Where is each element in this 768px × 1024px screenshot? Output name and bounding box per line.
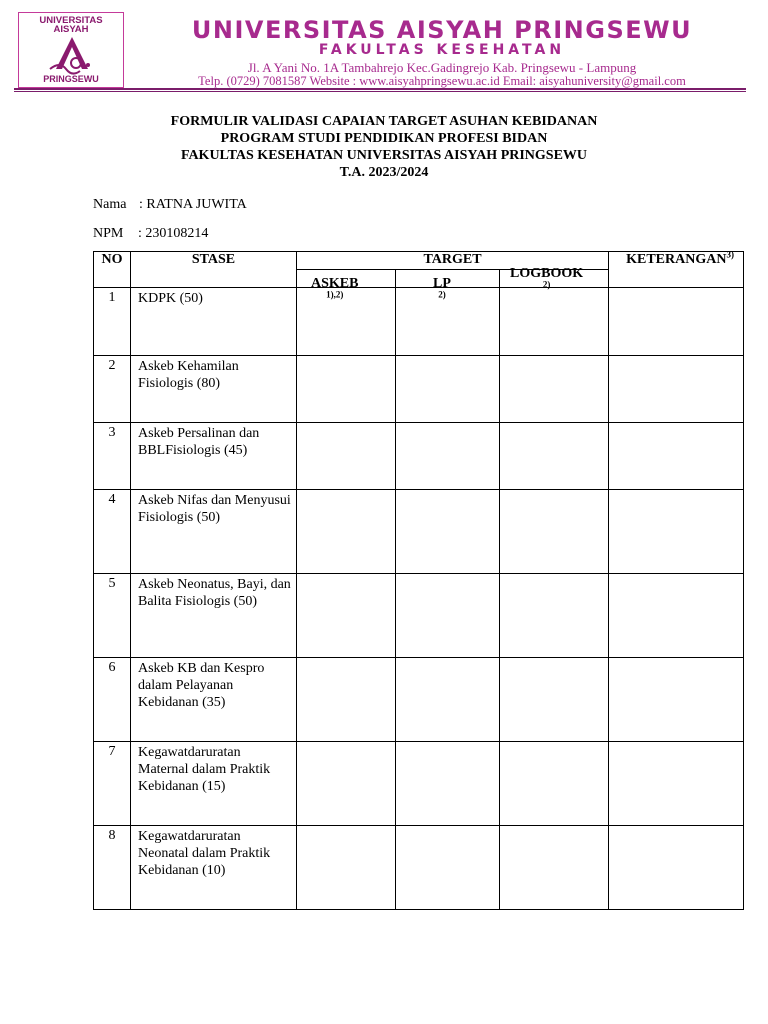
logo-bottom-text: PRINGSEWU [43,74,99,84]
contact-line: Telp. (0729) 7081587 Website : www.aisyahpringsewu.ac.id Email: aisyahuniversity@gmail.com [198,74,686,88]
name-field [93,197,247,213]
askeb-cell[interactable] [297,356,396,423]
row-stase: Kegawatdaruratan Neonatal dalam Praktik Kebidanan (10) [131,826,297,910]
logo-text-line2: AISYAH [53,24,89,35]
header-askeb [297,270,396,300]
npm-value: : 230108214 [138,226,209,241]
logbook-cell[interactable] [500,826,609,910]
keterangan-sup: 3) [726,249,734,260]
row-no: 3 [94,423,131,490]
askeb-cell[interactable] [297,574,396,658]
keterangan-cell[interactable] [609,826,744,910]
row-stase: Askeb Persalinan dan BBLFisiologis (45) [131,423,297,490]
table-row [94,288,744,356]
validation-table [93,251,744,910]
logbook-cell[interactable] [500,356,609,423]
name-value: : RATNA JUWITA [139,197,247,212]
row-stase: Askeb KB dan Kespro dalam Pelayanan Kebidanan (35) [131,658,297,742]
logo-emblem-icon [46,35,98,75]
header-target: TARGET [297,252,609,270]
keterangan-cell[interactable] [609,658,744,742]
lp-cell[interactable] [396,742,500,826]
university-logo [18,12,124,88]
header-stase: STASE [131,252,297,288]
keterangan-cell[interactable] [609,423,744,490]
title-line-1: FORMULIR VALIDASI CAPAIAN TARGET ASUHAN KEBIDANAN [170,114,598,129]
keterangan-label: KETERANGAN [626,252,727,267]
form-title [92,113,676,181]
header-lp [396,270,500,300]
row-no: 6 [94,658,131,742]
row-stase: Askeb Neonatus, Bayi, dan Balita Fisiologis (50) [131,574,297,658]
row-no: 5 [94,574,131,658]
row-no: 7 [94,742,131,826]
askeb-cell[interactable] [297,742,396,826]
lp-cell[interactable] [396,574,500,658]
logbook-sup: 2) [542,279,551,290]
university-name: UNIVERSITAS AISYAH PRINGSEWU [191,16,693,44]
table-row [94,658,744,742]
row-no: 8 [94,826,131,910]
letterhead-divider-thin [14,91,746,92]
row-stase: Askeb Nifas dan Menyusui Fisiologis (50) [131,490,297,574]
letterhead [14,10,754,94]
table-row [94,356,744,423]
title-line-3: FAKULTAS KESEHATAN UNIVERSITAS AISYAH PRINGSEWU [180,148,588,163]
name-label: Nama [93,197,127,212]
header-no: NO [94,252,131,288]
row-no: 4 [94,490,131,574]
row-stase: Askeb Kehamilan Fisiologis (80) [131,356,297,423]
logo-text-line1: UNIVERSITAS [39,15,103,26]
keterangan-cell[interactable] [609,288,744,356]
header-keterangan [609,249,744,288]
table-row [94,742,744,826]
keterangan-cell[interactable] [609,356,744,423]
keterangan-cell[interactable] [609,490,744,574]
header-logbook [500,266,609,290]
logbook-cell[interactable] [500,742,609,826]
table-row [94,574,744,658]
faculty-name: FAKULTAS KESEHATAN [318,42,566,58]
lp-cell[interactable] [396,490,500,574]
letterhead-divider [14,88,746,90]
askeb-label: ASKEB [311,276,359,291]
row-no: 1 [94,288,131,356]
npm-label: NPM [93,226,124,241]
row-stase: Kegawatdaruratan Maternal dalam Praktik Kebidanan (15) [131,742,297,826]
askeb-cell[interactable] [297,490,396,574]
lp-cell[interactable] [396,658,500,742]
keterangan-cell[interactable] [609,574,744,658]
askeb-cell[interactable] [297,658,396,742]
lp-label: LP [433,276,451,291]
logbook-cell[interactable] [500,490,609,574]
title-line-2: PROGRAM STUDI PENDIDIKAN PROFESI BIDAN [220,131,548,146]
title-line-4: T.A. 2023/2024 [339,165,429,180]
logbook-label: LOGBOOK [510,266,584,281]
logbook-cell[interactable] [500,574,609,658]
lp-cell[interactable] [396,423,500,490]
lp-sup: 2) [438,289,446,300]
table-row [94,423,744,490]
row-no: 2 [94,356,131,423]
lp-cell[interactable] [396,356,500,423]
askeb-cell[interactable] [297,423,396,490]
askeb-cell[interactable] [297,826,396,910]
row-stase: KDPK (50) [131,288,297,356]
table-row [94,490,744,574]
address-line: Jl. A Yani No. 1A Tambahrejo Kec.Gadingrejo Kab. Pringsewu - Lampung [247,60,637,75]
table-row [94,826,744,910]
askeb-sup: 1),2) [326,289,344,300]
logbook-cell[interactable] [500,423,609,490]
logo-top-text [19,16,123,34]
keterangan-cell[interactable] [609,742,744,826]
logbook-cell[interactable] [500,658,609,742]
lp-cell[interactable] [396,826,500,910]
npm-field [93,226,208,242]
